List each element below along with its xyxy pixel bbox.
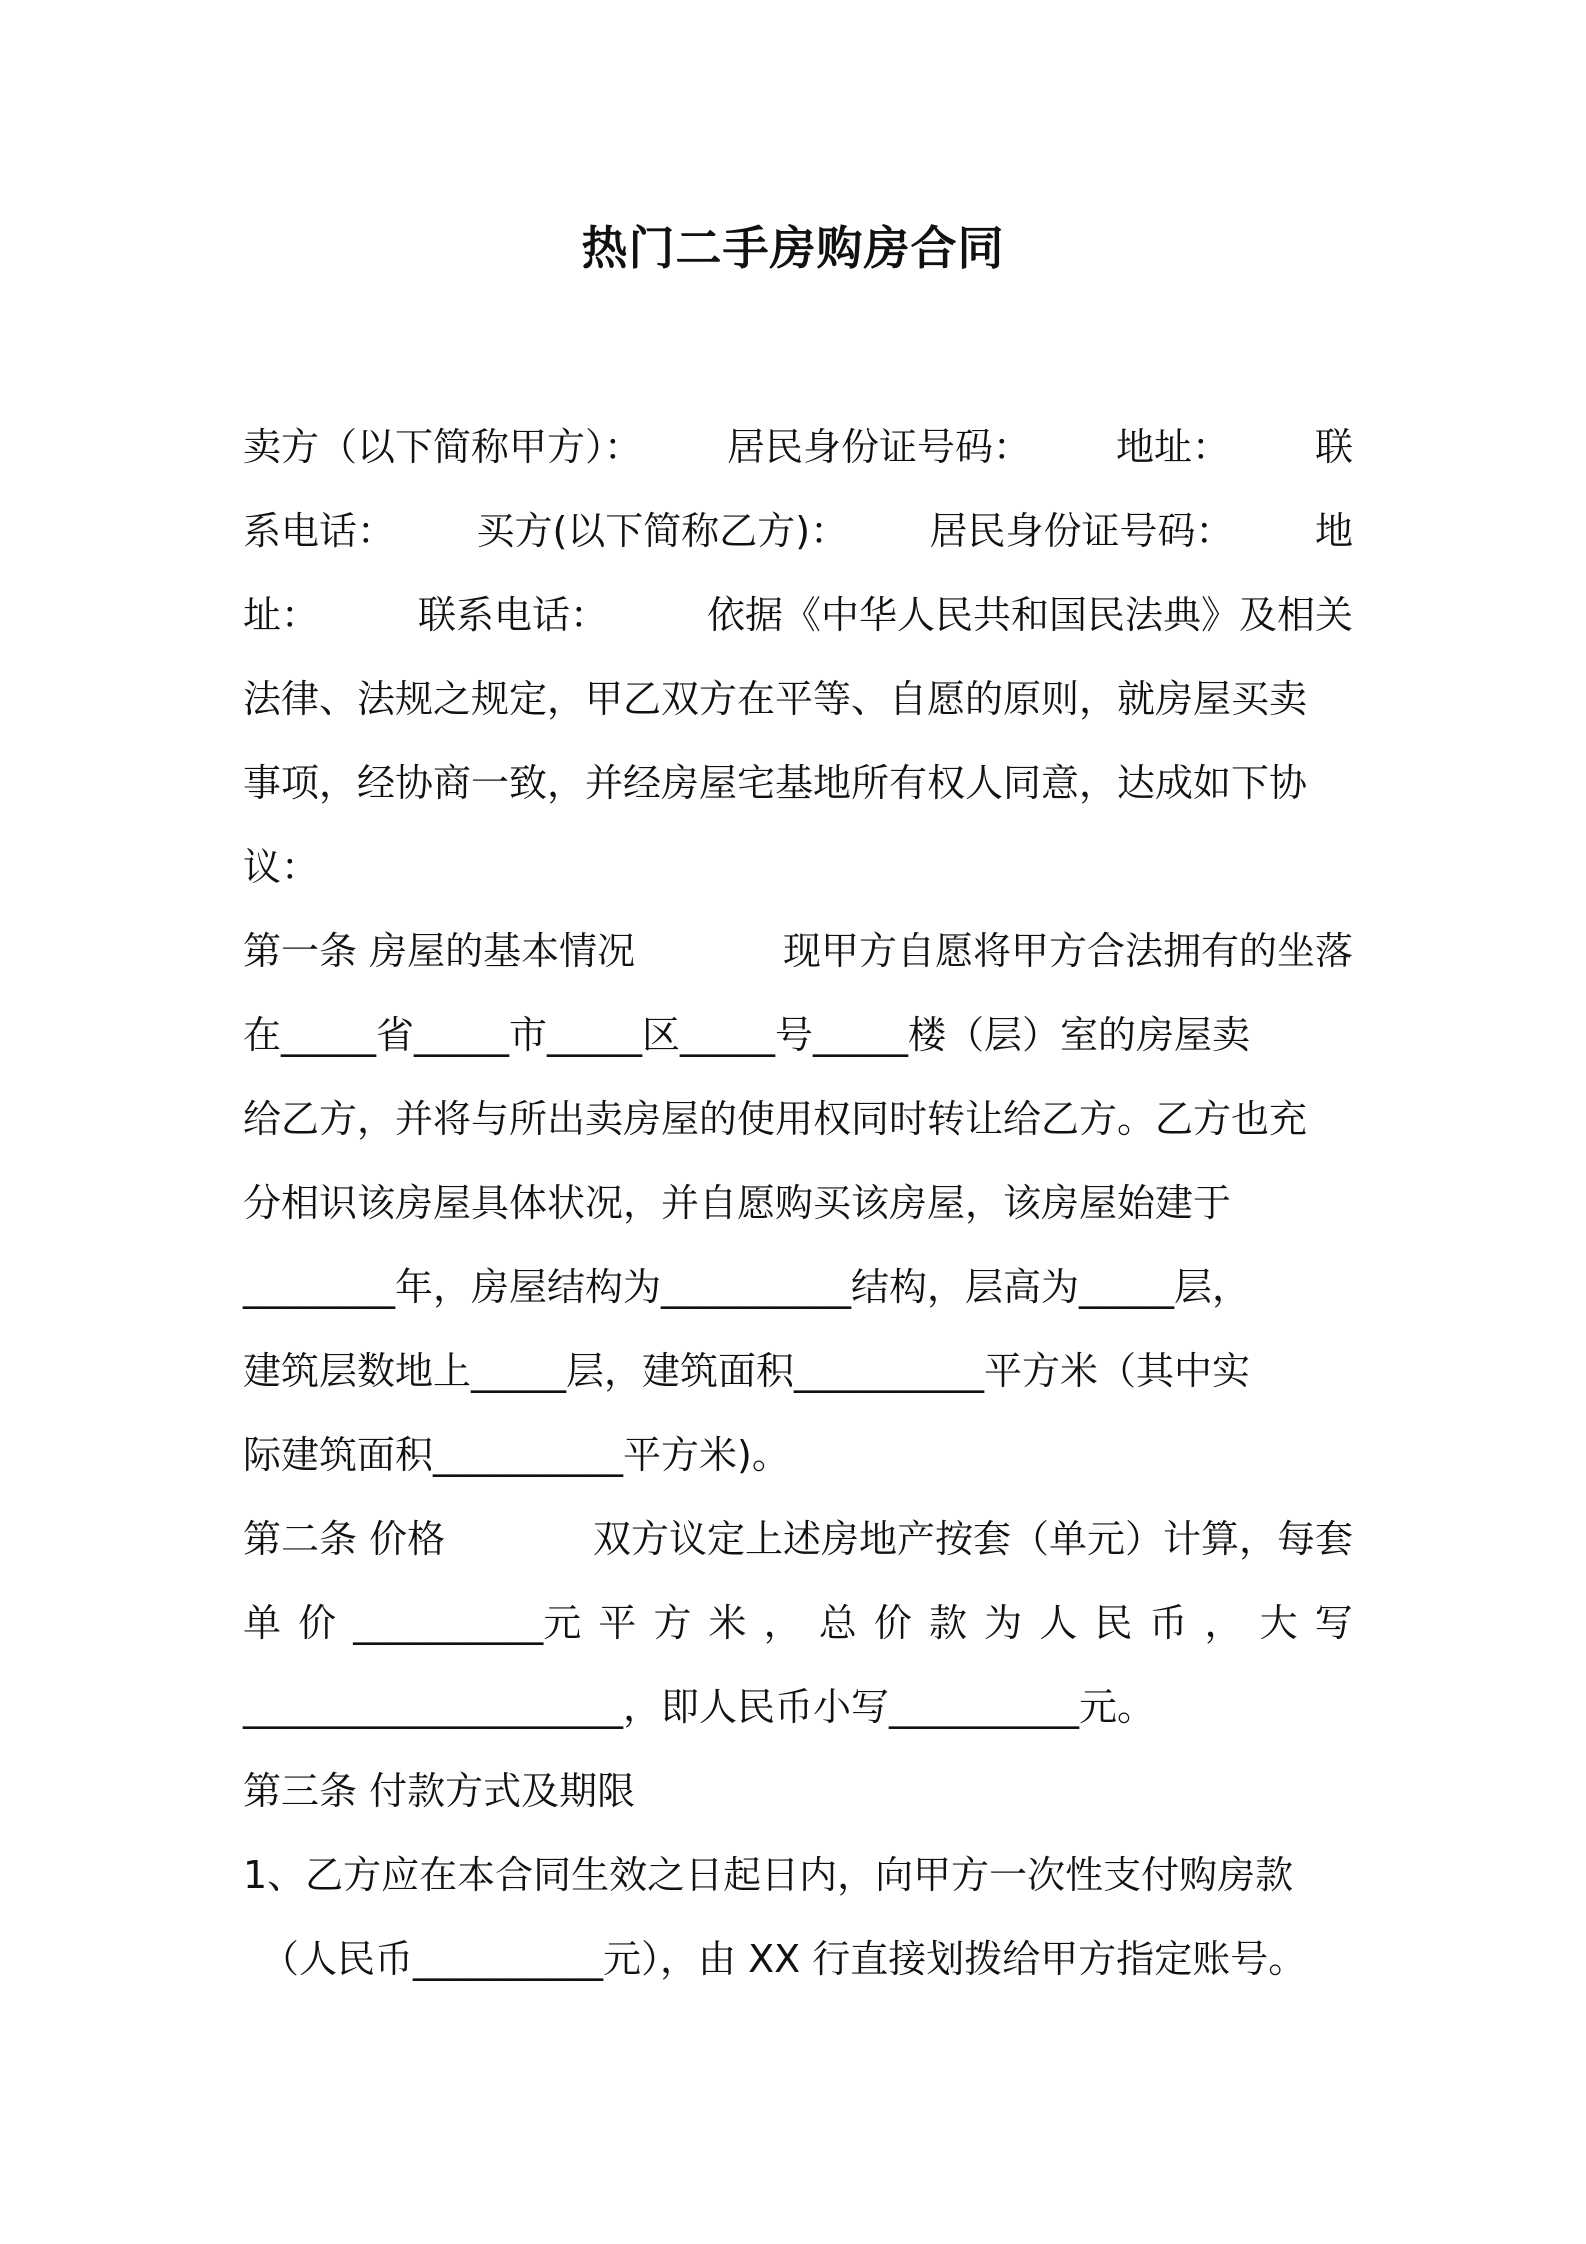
text-segment: 地址： <box>1115 425 1230 469</box>
text-segment: 为 <box>984 1601 1023 1645</box>
page-title: 热门二手房购房合同 <box>581 221 1005 275</box>
text-segment: ________年，房屋结构为__________结构，层高为_____层， <box>243 1265 1251 1309</box>
text-segment: 款 <box>928 1601 967 1645</box>
text-segment: 居民身份证号码： <box>929 509 1234 553</box>
text-segment: 给乙方，并将与所出卖房屋的使用权同时转让给乙方。乙方也充 <box>243 1097 1308 1141</box>
text-segment: 系电话： <box>243 509 396 553</box>
text-line <box>243 1329 1353 1413</box>
text-segment: 地 <box>1314 509 1353 553</box>
section-heading-line <box>243 1749 1353 1833</box>
text-segment: 民 <box>1094 1601 1133 1645</box>
section-heading: 第二条 价格 <box>243 1517 446 1561</box>
section-heading-line <box>243 1497 1353 1581</box>
section-heading: 第三条 付款方式及期限 <box>243 1769 636 1813</box>
text-line <box>243 489 1353 573</box>
text-segment: 居民身份证号码： <box>726 425 1031 469</box>
text-segment: 际建筑面积__________平方米)。 <box>243 1433 790 1477</box>
text-segment: 址： <box>243 593 320 637</box>
text-segment: ， <box>763 1601 802 1645</box>
text-segment: 1、乙方应在本合同生效之日起日内，向甲方一次性支付购房款 <box>243 1853 1294 1897</box>
text-segment: 法律、法规之规定，甲乙双方在平等、自愿的原则，就房屋买卖 <box>243 677 1308 721</box>
text-segment: 方 <box>653 1601 692 1645</box>
text-segment: 大 <box>1259 1601 1298 1645</box>
text-line <box>243 1161 1353 1245</box>
text-segment: 平 <box>598 1601 637 1645</box>
text-segment: 议： <box>243 845 320 889</box>
text-line <box>243 405 1353 489</box>
text-segment: 米 <box>708 1601 747 1645</box>
text-segment: 价 <box>873 1601 912 1645</box>
text-segment: 价 <box>298 1601 337 1645</box>
text-segment: 买方(以下简称乙方)： <box>476 509 849 553</box>
text-segment: 在_____省_____市_____区_____号_____楼（层）室的房屋卖 <box>243 1013 1251 1057</box>
text-segment: 币 <box>1149 1601 1188 1645</box>
text-segment: ____________________，即人民币小写__________元。 <box>243 1685 1156 1729</box>
text-line <box>243 825 1353 909</box>
text-segment: 写 <box>1314 1601 1353 1645</box>
text-line <box>243 1077 1353 1161</box>
text-line <box>243 657 1353 741</box>
text-line <box>243 1581 1353 1665</box>
text-segment: 事项，经协商一致，并经房屋宅基地所有权人同意，达成如下协 <box>243 761 1308 805</box>
text-line <box>243 1833 1353 1917</box>
text-line <box>243 1245 1353 1329</box>
text-segment: 卖方（以下简称甲方）： <box>243 425 643 469</box>
text-line <box>243 573 1353 657</box>
text-segment: 建筑层数地上_____层，建筑面积__________平方米（其中实 <box>243 1349 1251 1393</box>
text-line <box>243 1413 1353 1497</box>
text-line <box>243 741 1353 825</box>
text-segment: 联 <box>1314 425 1353 469</box>
text-segment: 单 <box>243 1601 282 1645</box>
text-segment: 人 <box>1039 1601 1078 1645</box>
text-line <box>243 1917 1353 2001</box>
text-line <box>243 993 1353 1077</box>
section-heading-line <box>243 909 1353 993</box>
section-heading: 第一条 房屋的基本情况 <box>243 929 636 973</box>
text-segment: 总 <box>818 1601 857 1645</box>
contract-body <box>243 405 1353 2001</box>
text-line <box>243 1665 1353 1749</box>
text-segment: __________元 <box>353 1601 582 1645</box>
text-segment: 现甲方自愿将甲方合法拥有的坐落 <box>782 929 1353 973</box>
text-segment: 分相识该房屋具体状况，并自愿购买该房屋，该房屋始建于 <box>243 1181 1232 1225</box>
text-segment: ， <box>1204 1601 1243 1645</box>
text-segment: 依据《中华人民共和国民法典》及相关 <box>706 593 1353 637</box>
text-segment: 双方议定上述房地产按套（单元）计算，每套 <box>592 1517 1353 1561</box>
text-segment: 联系电话： <box>417 593 608 637</box>
text-segment: （人民币__________元），由 XX 行直接划拨给甲方指定账号。 <box>261 1937 1307 1981</box>
